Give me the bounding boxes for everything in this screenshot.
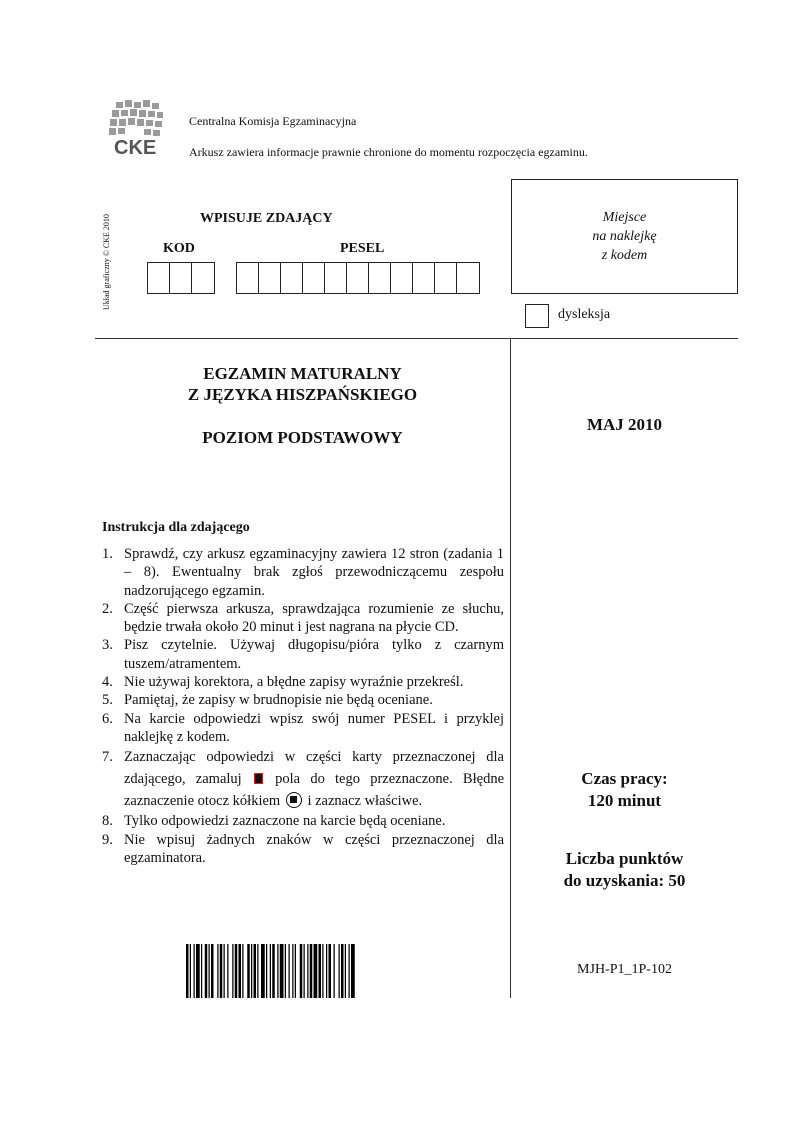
sticker-line: Miejsce [602,210,647,225]
barcode-bar [205,944,208,998]
barcode-bar [266,944,267,998]
barcode-bar [280,944,284,998]
barcode-bar [319,944,322,998]
barcode-bar [310,944,313,998]
pesel-digit-box[interactable] [435,263,457,293]
instructions-list [102,545,504,867]
barcode-bar [326,944,327,998]
barcode-bar [292,944,293,998]
confidentiality-notice: Arkusz zawiera informacje prawnie chronione do momentu rozpoczęcia egzaminu. [189,145,588,159]
barcode-bar [220,944,223,998]
barcode-bar [300,944,303,998]
item-number: 7. [102,749,113,766]
exam-date: MAJ 2010 [586,415,663,434]
barcode-bar [227,944,228,998]
exam-title: EGZAMIN MATURALNY [203,364,402,383]
item-number: 1. [102,546,113,562]
barcode-bar [334,944,335,998]
barcode-bar [345,944,346,998]
barcode-bar [351,944,355,998]
barcode-bar [307,944,308,998]
dyslexia-label: dysleksja [558,307,611,322]
item-text: Pisz czytelnie. Używaj długopisu/pióra tylko z czarnym tuszem/atramentem. [124,637,504,672]
item-number: 8. [102,813,113,830]
filled-square-icon [254,773,263,784]
item-text: Nie używaj korektora, a błędne zapisy wyraźnie przekreśl. [124,674,464,691]
list-item [102,673,504,691]
barcode-bar [289,944,290,998]
barcode-bar [272,944,275,998]
time-label: Czas pracy: [581,769,668,788]
item-text: pola do tego przeznaczone. Błędne zaznaczenie otocz kółkiem [124,771,505,810]
exam-level: POZIOM PODSTAWOWY [202,428,403,447]
circled-square-icon [286,792,302,808]
list-item [102,636,504,673]
sticker-placeholder [511,179,738,294]
list-item [102,746,504,812]
sticker-line: z kodem [601,248,648,263]
barcode-bar [247,944,250,998]
list-item [102,831,504,868]
item-text: Tylko odpowiedzi zaznaczone na karcie będą oceniane. [124,813,446,830]
horizontal-divider [95,338,738,339]
barcode-bar [190,944,191,998]
list-item [102,710,504,747]
item-number: 4. [102,674,113,691]
list-item [102,545,504,600]
points-label: Liczba punktów [565,849,684,868]
item-text: Część pierwsza arkusza, sprawdzająca rozumienie ze słuchu, będzie trwała około 20 minut i jest nagrana na płycie CD. [124,600,504,636]
cke-logo [106,100,166,160]
barcode-bar [224,944,225,998]
pesel-input-boxes[interactable] [236,262,480,294]
pesel-digit-box[interactable] [325,263,347,293]
barcode-bar [209,944,210,998]
barcode-bar [304,944,305,998]
item-text: Na karcie odpowiedzi wpisz swój numer PESEL i przyklej naklejkę z kodem. [124,710,504,745]
barcode-bar [285,944,286,998]
barcode-bar [186,944,189,998]
pesel-digit-box[interactable] [237,263,259,293]
item-text: Zaznaczając odpowiedzi w części karty przeznaczonej dla zdającego, zamaluj [124,749,504,788]
pesel-label: PESEL [340,241,385,256]
item-text: Sprawdź, czy arkusz egzaminacyjny zawiera 12 stron (zadania 1 – 8). Ewentualny brak zgłoś przewodniczącemu zespołu nadzorującego egzamin. [124,546,504,599]
list-item [102,691,504,709]
barcode-bar [211,944,214,998]
item-number: 9. [102,831,113,848]
barcode-bar [242,944,243,998]
barcode [186,944,418,998]
pesel-digit-box[interactable] [259,263,281,293]
barcode-bar [270,944,271,998]
pesel-digit-box[interactable] [391,263,413,293]
item-number: 2. [102,600,113,617]
barcode-bar [261,944,265,998]
candidate-section-title: WPISUJE ZDAJĄCY [200,211,333,226]
pesel-digit-box[interactable] [369,263,391,293]
barcode-bar [341,944,344,998]
list-item [102,812,504,830]
barcode-bar [235,944,238,998]
barcode-bar [322,944,323,998]
item-number: 6. [102,710,113,727]
pesel-digit-box[interactable] [347,263,369,293]
points-value: do uzyskania: 50 [563,871,686,890]
item-text: i zaznacz właściwe. [307,793,423,810]
barcode-bar [196,944,200,998]
pesel-digit-box[interactable] [281,263,303,293]
sticker-line: na naklejkę [592,229,657,244]
time-value: 120 minut [587,791,662,810]
pesel-digit-box[interactable] [457,263,479,293]
logo-text: CKE [114,137,157,159]
barcode-bar [314,944,318,998]
barcode-bar [257,944,258,998]
graphic-credit: Układ graficzny © CKE 2010 [102,214,111,310]
barcode-bar [251,944,252,998]
barcode-bar [254,944,257,998]
item-text: Pamiętaj, że zapisy w brudnopisie nie będą oceniane. [124,692,433,709]
barcode-bar [295,944,296,998]
item-number: 5. [102,692,113,709]
kod-digit-box[interactable] [148,263,170,293]
barcode-bar [349,944,350,998]
barcode-bar [329,944,332,998]
barcode-bar [232,944,233,998]
item-number: 3. [102,637,113,654]
kod-digit-box[interactable] [192,263,214,293]
barcode-bar [201,944,202,998]
pesel-digit-box[interactable] [303,263,325,293]
kod-label: KOD [163,241,195,256]
barcode-bar [277,944,278,998]
vertical-divider [510,338,511,998]
kod-input-boxes[interactable] [147,262,215,294]
kod-digit-box[interactable] [170,263,192,293]
organization-name: Centralna Komisja Egzaminacyjna [189,114,357,128]
list-item [102,600,504,637]
dyslexia-checkbox[interactable] [525,304,549,328]
barcode-bar [217,944,218,998]
item-text: Nie wpisuj żadnych znaków w części przeznaczonej dla egzaminatora. [124,831,504,866]
barcode-bar [339,944,340,998]
barcode-bar [239,944,242,998]
exam-code: MJH-P1_1P-102 [577,962,672,977]
pesel-digit-box[interactable] [413,263,435,293]
exam-subject: Z JĘZYKA HISZPAŃSKIEGO [187,385,418,404]
instructions-heading: Instrukcja dla zdającego [102,520,250,535]
barcode-bar [194,944,195,998]
